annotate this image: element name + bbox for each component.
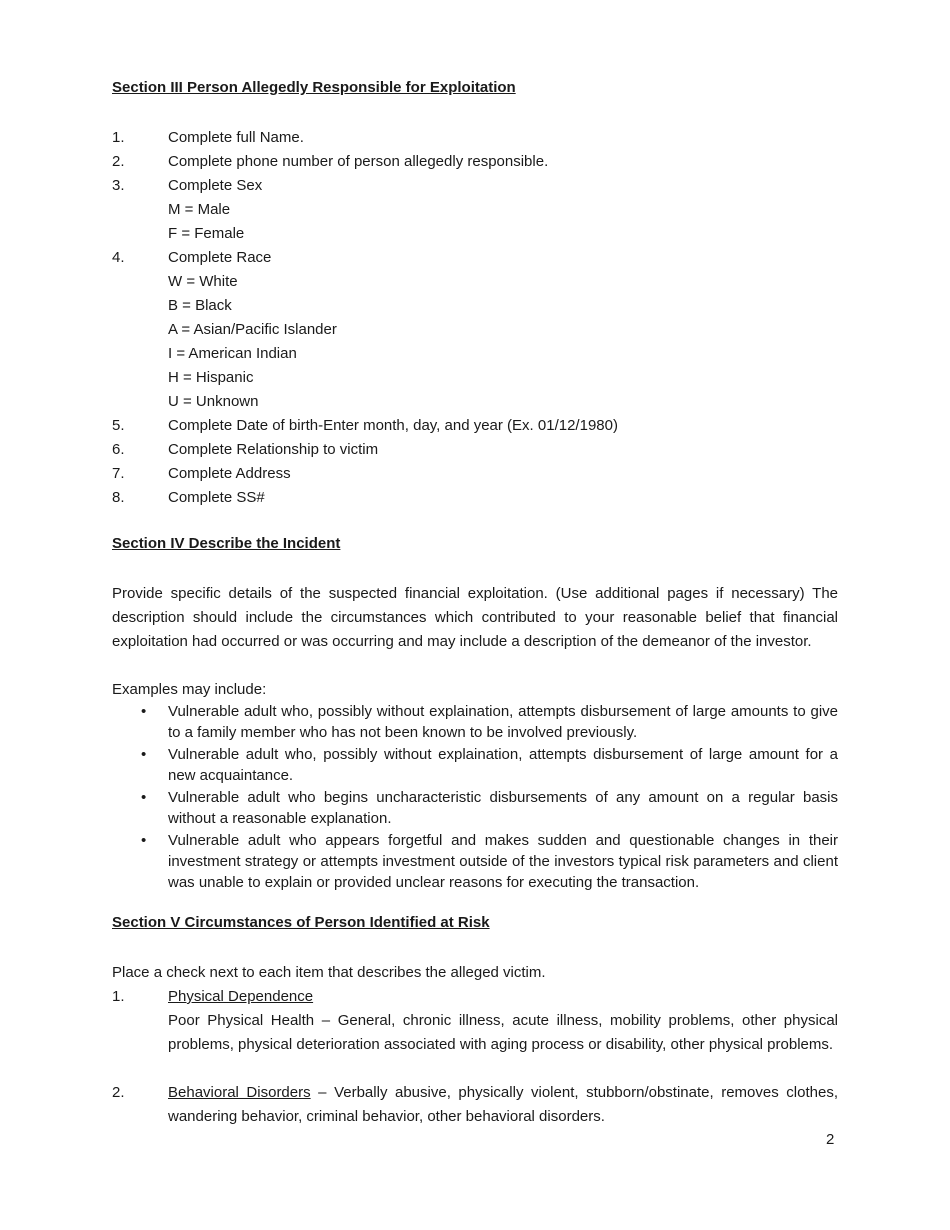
- list-item: [112, 486, 838, 510]
- list-item: [112, 462, 838, 486]
- list-item: [112, 198, 838, 222]
- item-text: Complete Race: [168, 249, 272, 266]
- item-title-row: [112, 985, 838, 1009]
- item-text: Complete full Name.: [168, 129, 304, 146]
- item-description: [112, 1081, 838, 1129]
- item-text: F = Female: [168, 225, 245, 242]
- list-item: [112, 318, 838, 342]
- section-3-heading: Section III Person Allegedly Responsible for Exploitation: [112, 79, 516, 96]
- section-5-heading: Section V Circumstances of Person Identified at Risk: [112, 914, 490, 931]
- item-number: 1.: [112, 129, 125, 146]
- bullet-text: Vulnerable adult who begins uncharacteristic disbursements of any amount on a regular basis without a reasonable explanation.: [168, 789, 838, 827]
- bullet-icon: •: [141, 832, 147, 849]
- list-item: [112, 246, 838, 270]
- page-number: 2: [826, 1131, 835, 1148]
- list-item: [112, 222, 838, 246]
- item-text: B = Black: [168, 297, 232, 314]
- item-text: U = Unknown: [168, 393, 259, 410]
- list-item: [112, 414, 838, 438]
- bullet-text: Vulnerable adult who, possibly without explaination, attempts disbursement of large amount for a new acquaintance.: [168, 746, 838, 784]
- section-3-list: [112, 126, 838, 510]
- item-title: Behavioral Disorders: [168, 1084, 311, 1101]
- item-title: Physical Dependence: [168, 988, 314, 1005]
- item-description: Poor Physical Health – General, chronic illness, acute illness, mobility problems, other physical problems, physical deterioration associated with aging process or disability, other physical problems.: [168, 1012, 838, 1053]
- list-item: [112, 390, 838, 414]
- examples-label: Examples may include:: [112, 681, 267, 698]
- item-text: – Verbally abusive, physically violent, stubborn/obstinate, removes clothes, wandering behavior, criminal behavior, other behavioral disorders.: [168, 1084, 838, 1125]
- section-5-item-2: [112, 1081, 838, 1129]
- item-text: A = Asian/Pacific Islander: [168, 321, 337, 338]
- bullet-icon: •: [141, 746, 147, 763]
- item-text: Complete phone number of person allegedly responsible.: [168, 153, 549, 170]
- item-text: Complete Date of birth-Enter month, day, and year (Ex. 01/12/1980): [168, 417, 618, 434]
- section-4-paragraph: Provide specific details of the suspected financial exploitation. (Use additional pages if necessary) The description should include the circumstances which contributed to your reasonable belief that financial exploitation had occurred or was occurring and may include a description of the demeanor of the investor.: [112, 585, 838, 650]
- list-item: [112, 174, 838, 198]
- list-item: [112, 126, 838, 150]
- list-item: [112, 744, 838, 786]
- list-item: [112, 270, 838, 294]
- item-text: Complete Address: [168, 465, 291, 482]
- item-text: Complete Relationship to victim: [168, 441, 379, 458]
- section-5-intro: Place a check next to each item that describes the alleged victim.: [112, 964, 546, 981]
- list-item: [112, 342, 838, 366]
- item-text: Complete SS#: [168, 489, 265, 506]
- bullet-text: Vulnerable adult who, possibly without explaination, attempts disbursement of large amounts to give to a family member who has not been known to be involved previously.: [168, 703, 838, 741]
- list-item: [112, 701, 838, 743]
- section-5-item-1: [112, 985, 838, 1057]
- bullet-icon: •: [141, 789, 147, 806]
- item-number: 5.: [112, 417, 125, 434]
- item-number: 6.: [112, 441, 125, 458]
- bullet-icon: •: [141, 703, 147, 720]
- item-number: 8.: [112, 489, 125, 506]
- list-item: [112, 366, 838, 390]
- item-number: 2.: [112, 153, 125, 170]
- item-text: W = White: [168, 273, 238, 290]
- item-number: 2.: [112, 1084, 125, 1101]
- list-item: [112, 787, 838, 829]
- item-text: Complete Sex: [168, 177, 263, 194]
- item-number: 7.: [112, 465, 125, 482]
- item-text: I = American Indian: [168, 345, 297, 362]
- item-number: 3.: [112, 177, 125, 194]
- section-4-heading: Section IV Describe the Incident: [112, 535, 341, 552]
- list-item: [112, 294, 838, 318]
- examples-list: [112, 701, 838, 894]
- list-item: [112, 150, 838, 174]
- list-item: [112, 830, 838, 893]
- item-number: 4.: [112, 249, 125, 266]
- list-item: [112, 438, 838, 462]
- item-text: H = Hispanic: [168, 369, 254, 386]
- item-text: M = Male: [168, 201, 231, 218]
- bullet-text: Vulnerable adult who appears forgetful and makes sudden and questionable changes in their investment strategy or attempts investment outside of the investors typical risk parameters and client was unable to explain or provided unclear reasons for executing the transaction.: [168, 832, 838, 891]
- item-number: 1.: [112, 988, 125, 1005]
